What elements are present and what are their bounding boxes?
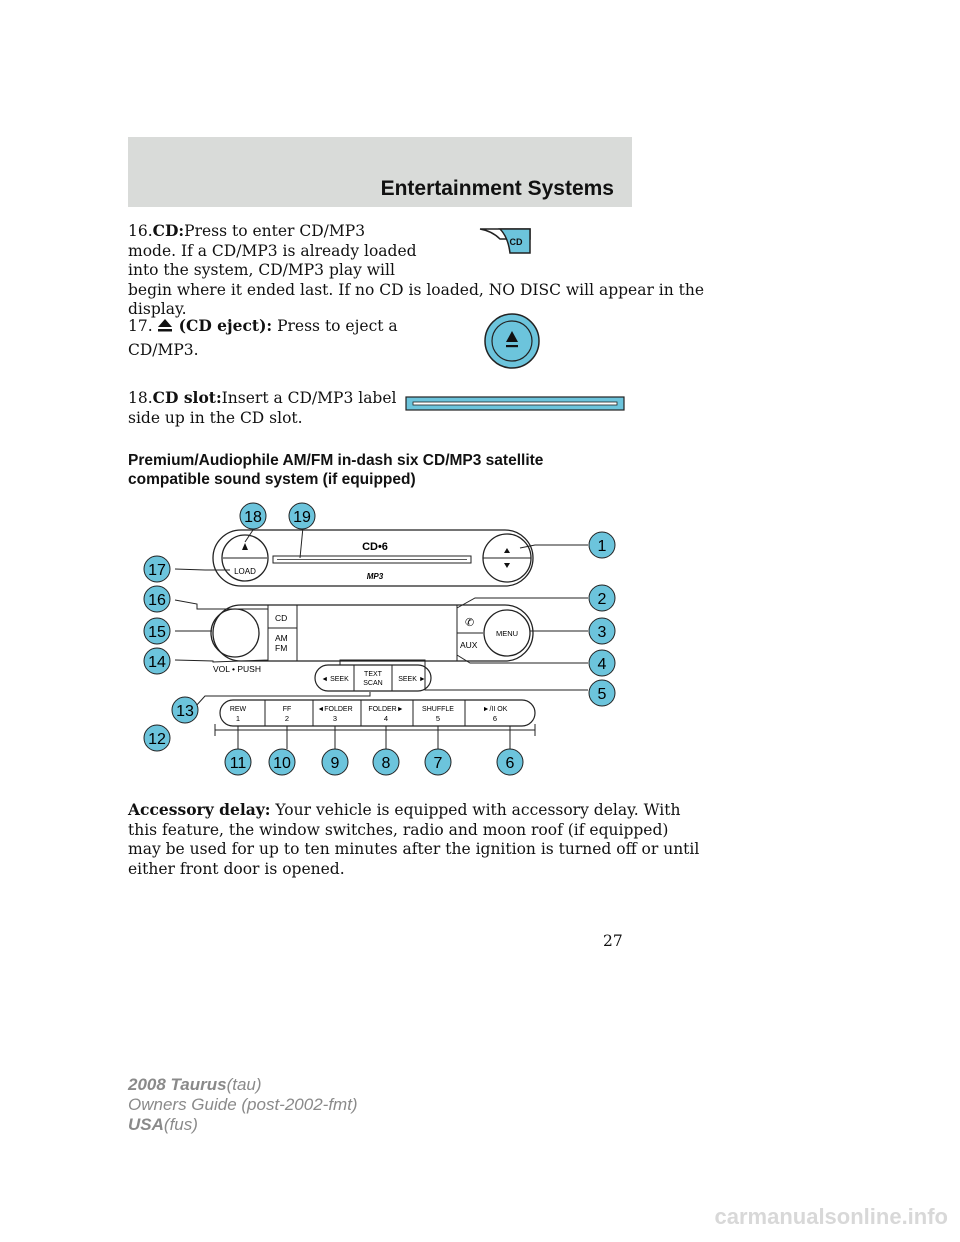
callout-number: 2 [597,591,607,608]
item-label: (CD eject): [178,316,273,335]
load-label: LOAD [234,567,256,576]
callout-number: 13 [176,703,194,720]
callout-number: 11 [229,755,247,772]
callout-number: 5 [597,686,607,703]
callout-number: 19 [293,509,311,526]
heading-line: compatible sound system (if equipped) [128,471,416,488]
brand-label: CD•6 [362,541,388,553]
preset-label: SHUFFLE [422,706,454,713]
scan-label: SCAN [363,680,383,687]
callout-number: 10 [273,755,291,772]
cd-button-illustration [478,227,534,257]
accessory-text: Your vehicle is equipped with accessory delay. With [275,801,681,819]
preset-buttons [230,700,508,726]
footer-code: (tau) [226,1075,262,1094]
heading-line: Premium/Audiophile AM/FM in-dash six CD/MP3 satellite [128,452,544,469]
callout-number: 18 [244,509,262,526]
callout-number: 3 [597,624,607,641]
cd-slot-illustration [405,396,625,412]
eject-icon [157,318,173,332]
radio-diagram [135,500,625,785]
eject-button-illustration [483,312,541,370]
item-cd-paragraph [128,221,704,320]
callout-number: 14 [148,654,166,671]
preset-number: 1 [235,714,241,723]
accessory-text: this feature, the window switches, radio and moon roof (if equipped) [128,820,669,839]
preset-label: ◄FOLDER [317,706,353,713]
callout-number: 6 [505,755,515,772]
watermark[interactable]: carmanualsonline.info [714,1204,948,1229]
item-text: CD/MP3. [128,340,199,359]
item-text: Insert a CD/MP3 label [221,389,397,407]
radio-middle-panel [213,605,533,661]
callout-number: 7 [433,755,443,772]
preset-label: FOLDER► [368,706,404,713]
footer-market: USA [128,1115,164,1134]
accessory-text: either front door is opened. [128,859,345,878]
cd-label: CD [275,613,288,623]
callout-number: 8 [381,755,391,772]
callout-number: 15 [148,624,166,641]
text-label: TEXT [364,671,382,678]
item-text: Press to enter CD/MP3 [184,222,366,240]
callout-number: 4 [597,656,607,673]
footer [128,1075,358,1135]
preset-number: 4 [383,714,389,723]
callout-number: 1 [597,538,607,555]
section-heading [128,451,543,489]
accessory-paragraph [128,800,699,879]
header-band [128,137,632,207]
preset-number: 5 [435,714,441,723]
item-eject-paragraph [128,316,398,360]
item-text: begin where it ended last. If no CD is loaded, NO DISC will appear in the [128,280,705,299]
seek-left-label: ◄ SEEK [321,676,349,683]
preset-label: REW [229,706,247,713]
am-label: AM [275,633,288,643]
callout-number: 16 [148,592,166,609]
item-text: mode. If a CD/MP3 is already loaded [128,241,417,260]
footer-guide: Owners Guide (post-2002-fmt) [128,1095,358,1114]
page-number: 27 [603,932,623,950]
item-number: 16. [128,222,153,240]
preset-number: 3 [332,714,338,723]
item-text: display. [128,300,187,318]
mp3-label: MP3 [366,572,384,581]
down-arrow-icon [504,563,510,568]
volume-knob [211,609,259,657]
callout-number: 17 [148,562,166,579]
item-label: CD slot: [152,388,222,407]
seek-right-label: SEEK ► [398,676,426,683]
footer-model: 2008 Taurus [128,1075,227,1094]
accessory-text: may be used for up to ten minutes after the ignition is turned off or until [128,840,700,858]
accessory-label: Accessory delay: [128,800,271,819]
footer-code: (fus) [163,1115,198,1134]
cd-button-text: CD [509,237,523,247]
preset-number: 2 [284,714,290,723]
preset-label: ►/II OK [482,706,508,713]
menu-label: MENU [495,629,519,638]
aux-label: AUX [460,640,478,650]
fm-label: FM [275,643,288,653]
volume-label: VOL • PUSH [212,664,262,674]
preset-number: 6 [492,714,498,723]
up-arrow-icon [504,548,510,553]
item-number: 17. [128,317,153,335]
preset-label: FF [282,706,292,713]
item-text: side up in the CD slot. [128,408,303,427]
eject-icon [242,543,248,550]
callout-number: 12 [148,731,166,748]
callout-number: 9 [330,755,340,772]
item-text: Press to eject a [277,317,398,335]
phone-icon: ✆ [465,617,475,629]
item-slot-paragraph [128,388,397,428]
preset-bar [220,700,535,726]
item-text: into the system, CD/MP3 play will [128,261,395,279]
section-title: Entertainment Systems [380,177,614,200]
item-label: CD: [152,221,185,240]
item-number: 18. [128,389,153,407]
